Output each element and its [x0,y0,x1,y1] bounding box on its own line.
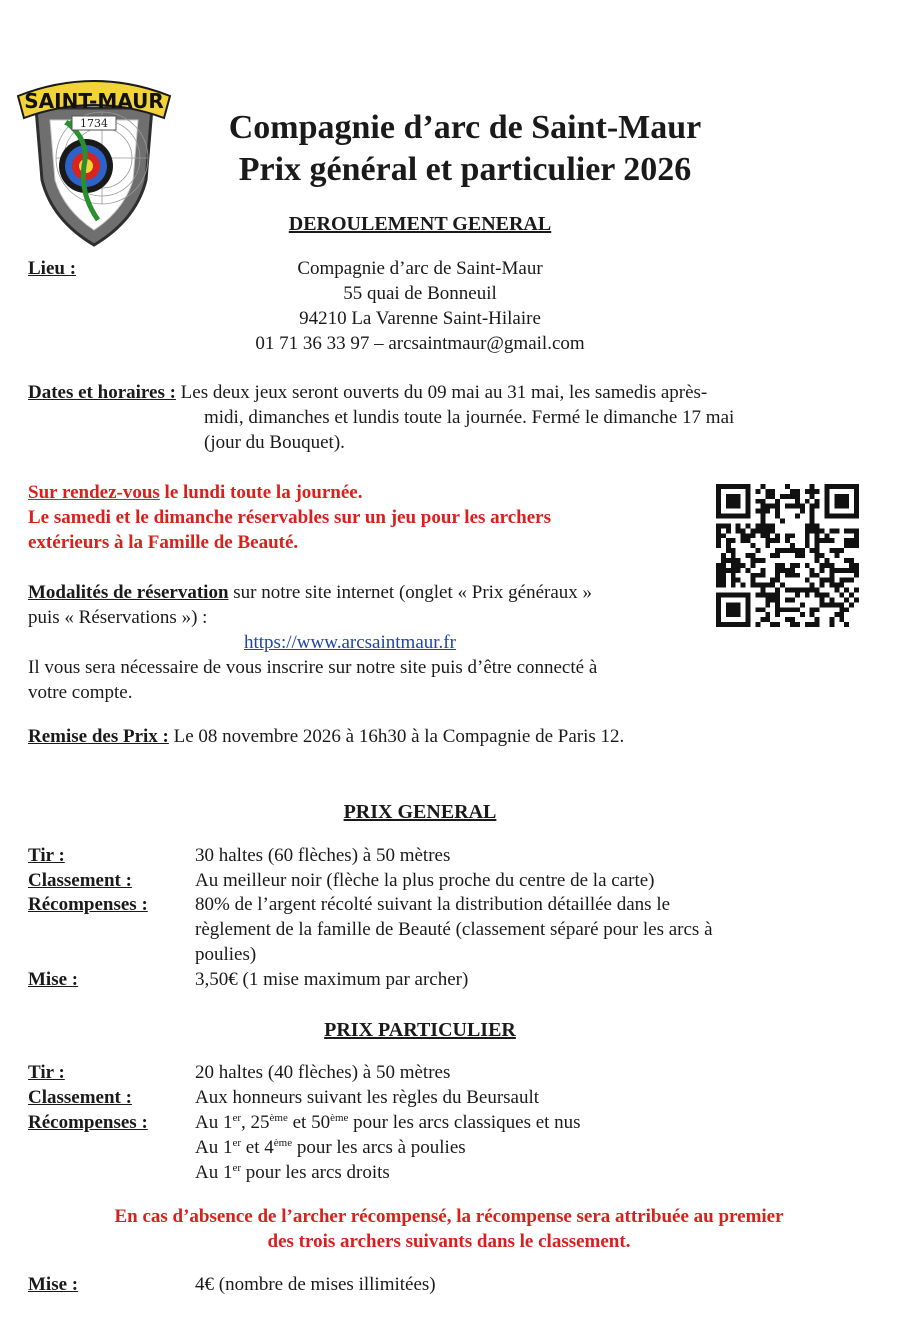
recompenses-value: Au 1er pour les arcs droits [195,1162,390,1183]
recompenses-value: Au 1er et 4ème pour les arcs à poulies [195,1137,466,1158]
mise-row [28,1273,848,1297]
dates-text: midi, dimanches et lundis toute la journée. Fermé le dimanche 17 mai [204,407,735,428]
tir-label: Tir : [28,1062,65,1083]
reservation-text: puis « Réservations ») : [28,607,208,628]
classement-value: Au meilleur noir (flèche la plus proche du centre de la carte) [195,870,655,891]
classement-label: Classement : [28,870,132,891]
absence-notice: des trois archers suivants dans le classement. [267,1231,631,1252]
contact-line: 01 71 36 33 97 – arcsaintmaur@gmail.com [255,333,585,354]
recompenses-value: règlement de la famille de Beauté (classement séparé pour les arcs à [195,919,713,940]
section-heading-prix-particulier: PRIX PARTICULIER [324,1019,516,1041]
logo-year: 1734 [80,117,108,130]
classement-row [28,869,848,893]
website-link[interactable]: https://www.arcsaintmaur.fr [244,632,456,653]
dates-paragraph [28,381,848,405]
recompenses-value: 80% de l’argent récolté suivant la distribution détaillée dans le [195,894,671,915]
tir-row [28,1061,848,1085]
reservation-label: Modalités de réservation [28,582,229,603]
page-subtitle: Prix général et particulier 2026 [238,151,692,188]
section-heading-prix-general: PRIX GENERAL [343,801,497,823]
mise-value: 3,50€ (1 mise maximum par archer) [195,969,469,990]
tir-value: 20 haltes (40 flèches) à 50 mètres [195,1062,451,1083]
address-line: 94210 La Varenne Saint-Hilaire [299,308,541,329]
section-heading-deroulement: DEROULEMENT GENERAL [288,213,552,235]
saint-maur-logo [14,70,174,250]
reservation-text: sur notre site internet (onglet « Prix généraux » [228,582,593,603]
appointment-highlight: Sur rendez-vous [28,482,160,503]
weekend-notice: Le samedi et le dimanche réservables sur un jeu pour les archers [28,507,551,528]
page-title: Compagnie d’arc de Saint-Maur [228,109,702,146]
dates-label: Dates et horaires : [28,382,176,403]
address-line: 55 quai de Bonneuil [343,283,497,304]
tir-label: Tir : [28,845,65,866]
account-text: Il vous sera nécessaire de vous inscrire sur notre site puis d’être connecté à [28,657,598,678]
appointment-notice [28,481,362,505]
mise-row [28,968,848,992]
recompenses-label: Récompenses : [28,1112,148,1133]
tir-value: 30 haltes (60 flèches) à 50 mètres [195,845,451,866]
mise-label: Mise : [28,969,79,990]
classement-value: Aux honneurs suivant les règles du Beursault [195,1087,540,1108]
absence-notice: En cas d’absence de l’archer récompensé, la récompense sera attribuée au premier [114,1206,784,1227]
recompenses-label: Récompenses : [28,894,148,915]
tir-row [28,844,848,868]
reservation-paragraph [28,581,592,605]
logo-banner-text: SAINT-MAUR [24,89,164,113]
recompenses-row [28,1111,848,1135]
recompenses-value: poulies) [195,944,257,965]
classement-label: Classement : [28,1087,132,1108]
lieu-label: Lieu : [28,258,77,279]
recompenses-row [28,893,848,917]
qr-code[interactable] [716,484,859,627]
dates-text: (jour du Bouquet). [204,432,345,453]
remise-label: Remise des Prix : [28,726,169,747]
weekend-notice: extérieurs à la Famille de Beauté. [28,532,299,553]
appointment-text: le lundi toute la journée. [159,482,363,503]
dates-text: Les deux jeux seront ouverts du 09 mai au 31 mai, les samedis après- [175,382,708,403]
mise-value: 4€ (nombre de mises illimitées) [195,1274,436,1295]
account-text: votre compte. [28,682,133,703]
recompenses-value: Au 1er, 25ème et 50ème pour les arcs classiques et nus [195,1112,581,1133]
classement-row [28,1086,848,1110]
remise-paragraph [28,725,624,749]
mise-label: Mise : [28,1274,79,1295]
address-line: Compagnie d’arc de Saint-Maur [297,258,543,279]
remise-text: Le 08 novembre 2026 à 16h30 à la Compagnie de Paris 12. [168,726,625,747]
